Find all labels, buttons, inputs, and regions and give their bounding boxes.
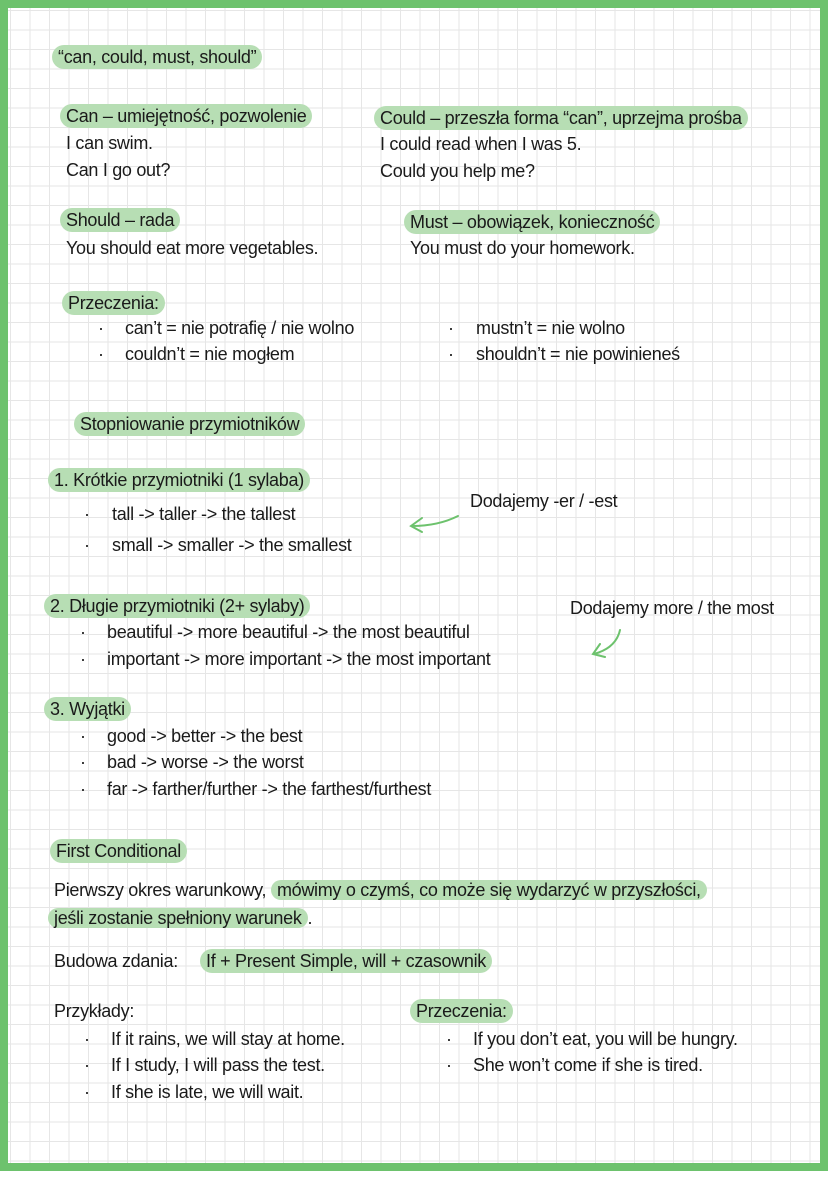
- negation-example: She won’t come if she is tired.: [473, 1055, 703, 1075]
- conditional-title: First Conditional: [50, 839, 187, 863]
- can-heading: Can – umiejętność, pozwolenie: [60, 104, 312, 128]
- example-item: If I study, I will pass the test.: [111, 1055, 325, 1075]
- adjective-item: bad -> worse -> the worst: [107, 752, 304, 772]
- adjective-item: beautiful -> more beautiful -> the most beautiful: [107, 622, 470, 642]
- should-heading: Should – rada: [60, 208, 180, 232]
- structure-formula: If + Present Simple, will + czasownik: [200, 949, 492, 973]
- short-note: Dodajemy -er / -est: [470, 491, 618, 511]
- example-item: If she is late, we will wait.: [111, 1082, 304, 1102]
- must-heading: Must – obowiązek, konieczność: [404, 210, 660, 234]
- negation-item: couldn’t = nie mogłem: [125, 344, 295, 364]
- negations-heading: Przeczenia:: [62, 291, 165, 315]
- negation-item: shouldn’t = nie powinieneś: [476, 344, 680, 364]
- negation-item: can’t = nie potrafię / nie wolno: [125, 318, 355, 338]
- adjective-item: good -> better -> the best: [107, 726, 303, 746]
- adjectives-title: Stopniowanie przymiotników: [74, 412, 305, 436]
- irregular-heading: 3. Wyjątki: [44, 697, 131, 721]
- example-item: If it rains, we will stay at home.: [111, 1029, 345, 1049]
- adjective-item: important -> more important -> the most important: [107, 649, 491, 669]
- can-example: I can swim.: [66, 133, 153, 153]
- could-example: Could you help me?: [380, 161, 535, 181]
- can-example: Can I go out?: [66, 160, 171, 180]
- negation-item: mustn’t = nie wolno: [476, 318, 625, 338]
- page-title: “can, could, must, should”: [52, 45, 262, 69]
- should-example: You should eat more vegetables.: [66, 238, 319, 258]
- could-example: I could read when I was 5.: [380, 134, 582, 154]
- short-adjectives-heading: 1. Krótkie przymiotniki (1 sylaba): [48, 468, 310, 492]
- long-adjectives-heading: 2. Długie przymiotniki (2+ sylaby): [44, 594, 310, 618]
- negation-example: If you don’t eat, you will be hungry.: [473, 1029, 738, 1049]
- adjective-item: small -> smaller -> the smallest: [112, 535, 352, 555]
- must-example: You must do your homework.: [410, 238, 635, 258]
- adjective-item: far -> farther/further -> the farthest/furthest: [107, 779, 432, 799]
- conditional-negations-heading: Przeczenia:: [410, 999, 513, 1023]
- notebook-page: “can, could, must, should” Can – umiejętność, pozwolenie I can swim. Can I go out? Could – przeszła forma “can”, uprzejma prośba I could read when I was 5. Could you help me? Should – rada You should eat more vegetables. Must – obowiązek, konieczność You must do your homework. Przeczenia: · can’t = nie potrafię / nie wolno · couldn’t = nie mogłem · mustn’t = nie wolno · shouldn’t = nie powinieneś Stopniowanie przymiotników 1. Krótkie przymiotniki (1 sylaba) · tall -> taller -> the tallest · small -> smaller -> the smallest Dodajemy -er / -est 2. Długie przymiotniki (2+ sylaby) · beautiful -> more beautiful -> the most beautiful · important -> more important -> the most important Dodajemy more / the most 3. Wyjątki · good -> better -> the best · bad -> worse -> the worst · far -> farther/further -> the farthest/furthest First Conditional Pierwszy okres warunkowy, mówimy o czymś, co może się wydarzyć w przyszłości, jeśli zostanie spełniony warunek . Budowa zdania: If + Present Simple, will + czasownik Przykłady: · If it rains, we will stay at home. · If I study, I will pass the test. · If she is late, we will wait. Przeczenia: · If you don’t eat, you will be hungry. · She won’t come if she is tired.: [0, 0, 828, 1171]
- conditional-description-2: jeśli zostanie spełniony warunek .: [48, 906, 312, 930]
- structure-label: Budowa zdania:: [54, 951, 178, 971]
- could-heading: Could – przeszła forma “can”, uprzejma prośba: [374, 106, 748, 130]
- long-note: Dodajemy more / the most: [570, 598, 774, 618]
- examples-heading: Przykłady:: [54, 1001, 135, 1021]
- adjective-item: tall -> taller -> the tallest: [112, 504, 296, 524]
- conditional-description: Pierwszy okres warunkowy, mówimy o czymś, co może się wydarzyć w przyszłości,: [54, 878, 707, 902]
